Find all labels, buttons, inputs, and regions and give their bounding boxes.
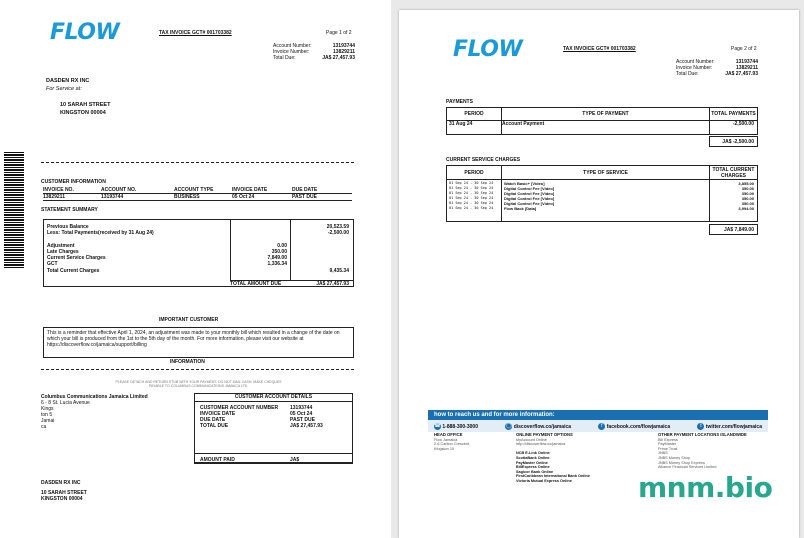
column-divider <box>230 220 231 280</box>
charge-type: Watch Basic+ [Video] <box>504 181 545 186</box>
late-charges-label: Late Charges <box>47 249 79 255</box>
online-line: PayMaster Online <box>516 460 548 465</box>
account-number: 13193744 <box>735 59 758 65</box>
charge-amount: 350.00 <box>741 196 754 201</box>
adjustment-label: Adjustment <box>47 243 75 249</box>
for-service-at: For Service at: <box>46 86 82 92</box>
charge-type: Digital Control Fee [Video] <box>504 186 555 191</box>
charge-type: Flow Back [Data] <box>504 206 537 211</box>
invoice-page-1 <box>0 0 391 538</box>
adjustment: 0.00 <box>277 243 287 249</box>
statement-summary-heading: STATEMENT SUMMARY <box>41 207 98 213</box>
divider <box>41 162 354 163</box>
charge-amount: 3,994.00 <box>738 206 754 211</box>
detach-note-line-1: PLEASE DETACH AND RETURN STUB WITH YOUR PAYMENT. DO NOT MAIL CASH. MAKE CHEQUES <box>115 380 282 384</box>
payments-label: Less: Total Payments(received by 31 Aug 24) <box>47 230 154 236</box>
charge-amount: 350.00 <box>741 201 754 206</box>
contact-twitter[interactable] <box>697 423 762 430</box>
company-addr-line: Jamai <box>41 418 55 424</box>
invoice-title: TAX INVOICE GCT# 001703382 <box>159 30 232 36</box>
contact-web-text: discoverflow.co/jamaica <box>513 423 572 430</box>
service-street: 10 SARAH STREET <box>60 102 111 108</box>
stub-street: 10 SARAH STREET <box>41 490 87 496</box>
customer-info-table <box>43 187 352 201</box>
charge-period: 01 Sep 24 - 30 Sep 24 <box>449 186 494 190</box>
company-addr-line: 6 - 8 St. Lucia Avenue <box>41 400 90 406</box>
current-service: 7,849.00 <box>267 255 287 261</box>
head-office <box>434 433 470 451</box>
charges-heading: CURRENT SERVICE CHARGES <box>446 157 521 163</box>
detach-note-line-2: PAYABLE TO COLUMBUS COMMUNICATIONS JAMAICA LTD. <box>148 384 249 388</box>
charges-header-type: TYPE OF SERVICE <box>502 166 710 180</box>
total-due: JA$ 27,457.93 <box>322 55 355 61</box>
other-line: Prime Trust <box>658 446 678 451</box>
account-summary <box>676 59 758 77</box>
charge-type: Digital Control Fee [Video] <box>504 191 555 196</box>
payments-table <box>446 107 758 135</box>
total-current: 9,435.34 <box>329 268 349 274</box>
charge-period: 01 Sep 24 - 30 Sep 24 <box>449 206 494 210</box>
payments-header-period: PERIOD <box>447 108 502 121</box>
detach-note <box>76 380 321 388</box>
important-text: This is a reminder that effective April 1, 2024, an adjustment was made to your monthly bill which resulted in a change of the date on which your bill is produced from the 1st to the 5th day of the month. For more information, please visit our website at https://discoverflow.co/jamaica/support/billing <box>47 330 340 348</box>
stub-rows <box>195 402 352 429</box>
important-notice <box>43 327 354 358</box>
charge-period: 01 Sep 24 - 30 Sep 24 <box>449 201 494 205</box>
total-due: JA$ 27,457.93 <box>725 71 758 77</box>
gct-label: GCT <box>47 261 58 267</box>
table-row <box>447 121 758 135</box>
gct: 1,336.34 <box>267 261 287 267</box>
detach-line <box>41 369 354 370</box>
value-due-date: PAST DUE <box>292 194 317 200</box>
stub-label-due-date: DUE DATE <box>200 417 226 423</box>
payments-header-type: TYPE OF PAYMENT <box>502 108 710 121</box>
header-invoice-no: INVOICE NO. <box>43 187 74 193</box>
payments-total: JA$ -2,500.00 <box>709 136 758 147</box>
company-addr-line: Kings <box>41 406 54 412</box>
stub-value-invoice-date: 05 Oct 24 <box>290 411 313 417</box>
contact-phone[interactable] <box>434 423 478 430</box>
stub-value-account: 13193744 <box>290 405 313 411</box>
stub-label-invoice-date: INVOICE DATE <box>200 411 236 417</box>
facebook-icon: f <box>598 423 605 430</box>
charges-header-period: PERIOD <box>447 166 502 180</box>
stub-customer-name: DASDEN RX INC <box>41 480 81 486</box>
head-office-line: 2-6 Carlton Crescent, <box>434 442 471 447</box>
payment-amount: -2,500.00 <box>732 121 754 127</box>
invoice-number: 13829211 <box>333 49 355 55</box>
account-number: 13193744 <box>332 43 355 49</box>
other-line: Alliance Financial Services Limited <box>658 465 717 470</box>
contact-tw-text: twitter.com/flowjamaica <box>705 423 762 430</box>
value-account-type: BUSINESS <box>174 194 200 200</box>
amount-paid-label: AMOUNT PAID <box>200 457 235 463</box>
online-line: BillExpress Online <box>516 465 550 470</box>
online-title: ONLINE PAYMENT OPTIONS <box>516 432 573 437</box>
charges-header-total: TOTAL CURRENT CHARGES <box>712 166 755 179</box>
online-line: Sagicor Bank Online <box>516 469 554 474</box>
customer-info-heading: CUSTOMER INFORMATION <box>41 179 106 185</box>
online-payment-options <box>516 433 590 484</box>
information-heading: INFORMATION <box>170 359 205 365</box>
online-line: MyAccount Online <box>516 437 547 442</box>
company-addr-line: ton 5 <box>41 412 53 418</box>
stub-value-due-date: PAST DUE <box>290 417 315 423</box>
charges-periods <box>447 180 502 222</box>
twitter-icon: t <box>697 423 704 430</box>
service-city: KINGSTON 00004 <box>60 110 106 116</box>
charge-type: Digital Control Fee [Video] <box>504 196 555 201</box>
charge-amount: 3,855.00 <box>738 181 754 186</box>
customer-name: DASDEN RX INC <box>46 78 90 84</box>
head-office-title: HEAD OFFICE <box>434 432 463 437</box>
charge-amount: 350.00 <box>741 191 754 196</box>
amount-paid-currency: JA$ <box>290 457 300 463</box>
charges-types <box>502 180 710 222</box>
invoice-page-2 <box>399 10 799 538</box>
prev-balance-label: Previous Balance <box>47 224 89 230</box>
contact-fb-text: facebook.com/flowjamaica <box>606 423 671 430</box>
charge-period: 01 Sep 24 - 30 Sep 24 <box>449 181 494 185</box>
charge-amount: 350.00 <box>741 186 754 191</box>
contact-strip <box>428 420 768 432</box>
online-line[interactable]: http://discoverflow.co/jamaica <box>516 442 566 447</box>
total-due-label: Total Due: <box>676 71 699 77</box>
prev-balance: 20,523.59 <box>326 224 349 230</box>
account-number-label: Account Number: <box>273 43 312 49</box>
statement-summary-box <box>43 219 354 287</box>
payments: -2,500.00 <box>327 230 349 236</box>
total-amount-due-label: TOTAL AMOUNT DUE <box>230 281 282 287</box>
contact-banner: how to reach us and for more information: <box>428 410 768 420</box>
postal-barcode <box>4 152 24 269</box>
charge-period: 01 Sep 24 - 30 Sep 24 <box>449 191 494 195</box>
other-line: PayMaster <box>658 442 677 447</box>
page-number: Page 2 of 2 <box>731 46 757 52</box>
current-service-label: Current Service Charges <box>47 255 106 261</box>
value-invoice-date: 05 Oct 24 <box>232 194 255 200</box>
phone-icon: ☎ <box>434 422 441 429</box>
payments-header-total: TOTAL PAYMENTS <box>711 111 756 117</box>
invoice-number-label: Invoice Number: <box>676 65 713 71</box>
stub-title: CUSTOMER ACCOUNT DETAILS <box>195 394 352 402</box>
total-amount-due: JA$ 27,457.93 <box>316 281 349 287</box>
company-address <box>41 394 148 430</box>
contact-phone-text: 1-888-300-3000 <box>442 423 478 430</box>
payment-type: Account Payment <box>502 121 710 135</box>
contact-facebook[interactable] <box>598 423 670 430</box>
other-line: Bill Express <box>658 437 678 442</box>
total-current-label: Total Current Charges <box>47 268 100 274</box>
company-addr-line: ca <box>41 424 47 430</box>
stub-city: KINGSTON 00004 <box>41 496 83 502</box>
company-name: Columbus Communications Jamaica Limited <box>41 394 148 400</box>
watermark: mnm.bio <box>638 471 773 504</box>
invoice-number: 13829211 <box>736 65 758 71</box>
late-charges: 350.00 <box>271 249 287 255</box>
stub-value-total-due: JA$ 27,457.93 <box>290 423 323 429</box>
header-due-date: DUE DATE <box>292 187 318 193</box>
account-summary <box>273 43 355 61</box>
payment-period: 31 Aug 24 <box>447 121 502 135</box>
other-title: OTHER PAYMENT LOCATIONS ISLANDWIDE <box>658 432 747 437</box>
other-line: JNBS <box>658 451 668 456</box>
header-account-type: ACCOUNT TYPE <box>174 187 214 193</box>
charges-table <box>446 165 758 222</box>
flow-logo: FLOW <box>50 20 120 45</box>
head-office-line: Kingston 10 <box>434 446 455 451</box>
charges-amounts <box>710 180 758 222</box>
value-invoice-no: 13829211 <box>43 194 65 200</box>
online-line: FirstCaribbean International Bank Online <box>516 474 590 479</box>
stub-label-total-due: TOTAL DUE <box>200 423 229 429</box>
stub-label-account: CUSTOMER ACCOUNT NUMBER <box>200 405 279 411</box>
payments-heading: PAYMENTS <box>446 99 473 105</box>
globe-icon: ◯ <box>506 422 512 429</box>
invoice-title: TAX INVOICE GCT# 001703382 <box>563 46 636 52</box>
invoice-number-label: Invoice Number: <box>273 49 310 55</box>
online-line: ScotiaBank Online <box>516 455 550 460</box>
other-payment-locations <box>658 433 747 470</box>
column-divider <box>290 220 291 280</box>
charges-total: JA$ 7,849.00 <box>709 224 758 235</box>
charge-period: 01 Sep 24 - 30 Sep 24 <box>449 196 494 200</box>
amount-paid-box <box>194 453 353 464</box>
flow-logo: FLOW <box>453 37 523 62</box>
total-due-label: Total Due: <box>273 55 296 61</box>
charge-type: Digital Control Fee [Video] <box>504 201 555 206</box>
account-number-label: Account Number: <box>676 59 715 65</box>
head-office-line: Flow Jamaica <box>434 437 458 442</box>
value-account-no: 13193744 <box>101 194 124 200</box>
page-number: Page 1 of 2 <box>326 30 352 36</box>
contact-web[interactable] <box>505 423 571 430</box>
header-invoice-date: INVOICE DATE <box>232 187 268 193</box>
header-account-no: ACCOUNT NO. <box>101 187 137 193</box>
other-line: JNBS Money Shop <box>658 455 691 460</box>
other-line: JNBS Money Shop Express <box>658 460 705 465</box>
online-line: NCB E-Link Online <box>516 451 550 456</box>
online-line: Victoria Mutual Express Online <box>516 478 572 483</box>
important-heading: IMPORTANT CUSTOMER <box>159 317 219 323</box>
